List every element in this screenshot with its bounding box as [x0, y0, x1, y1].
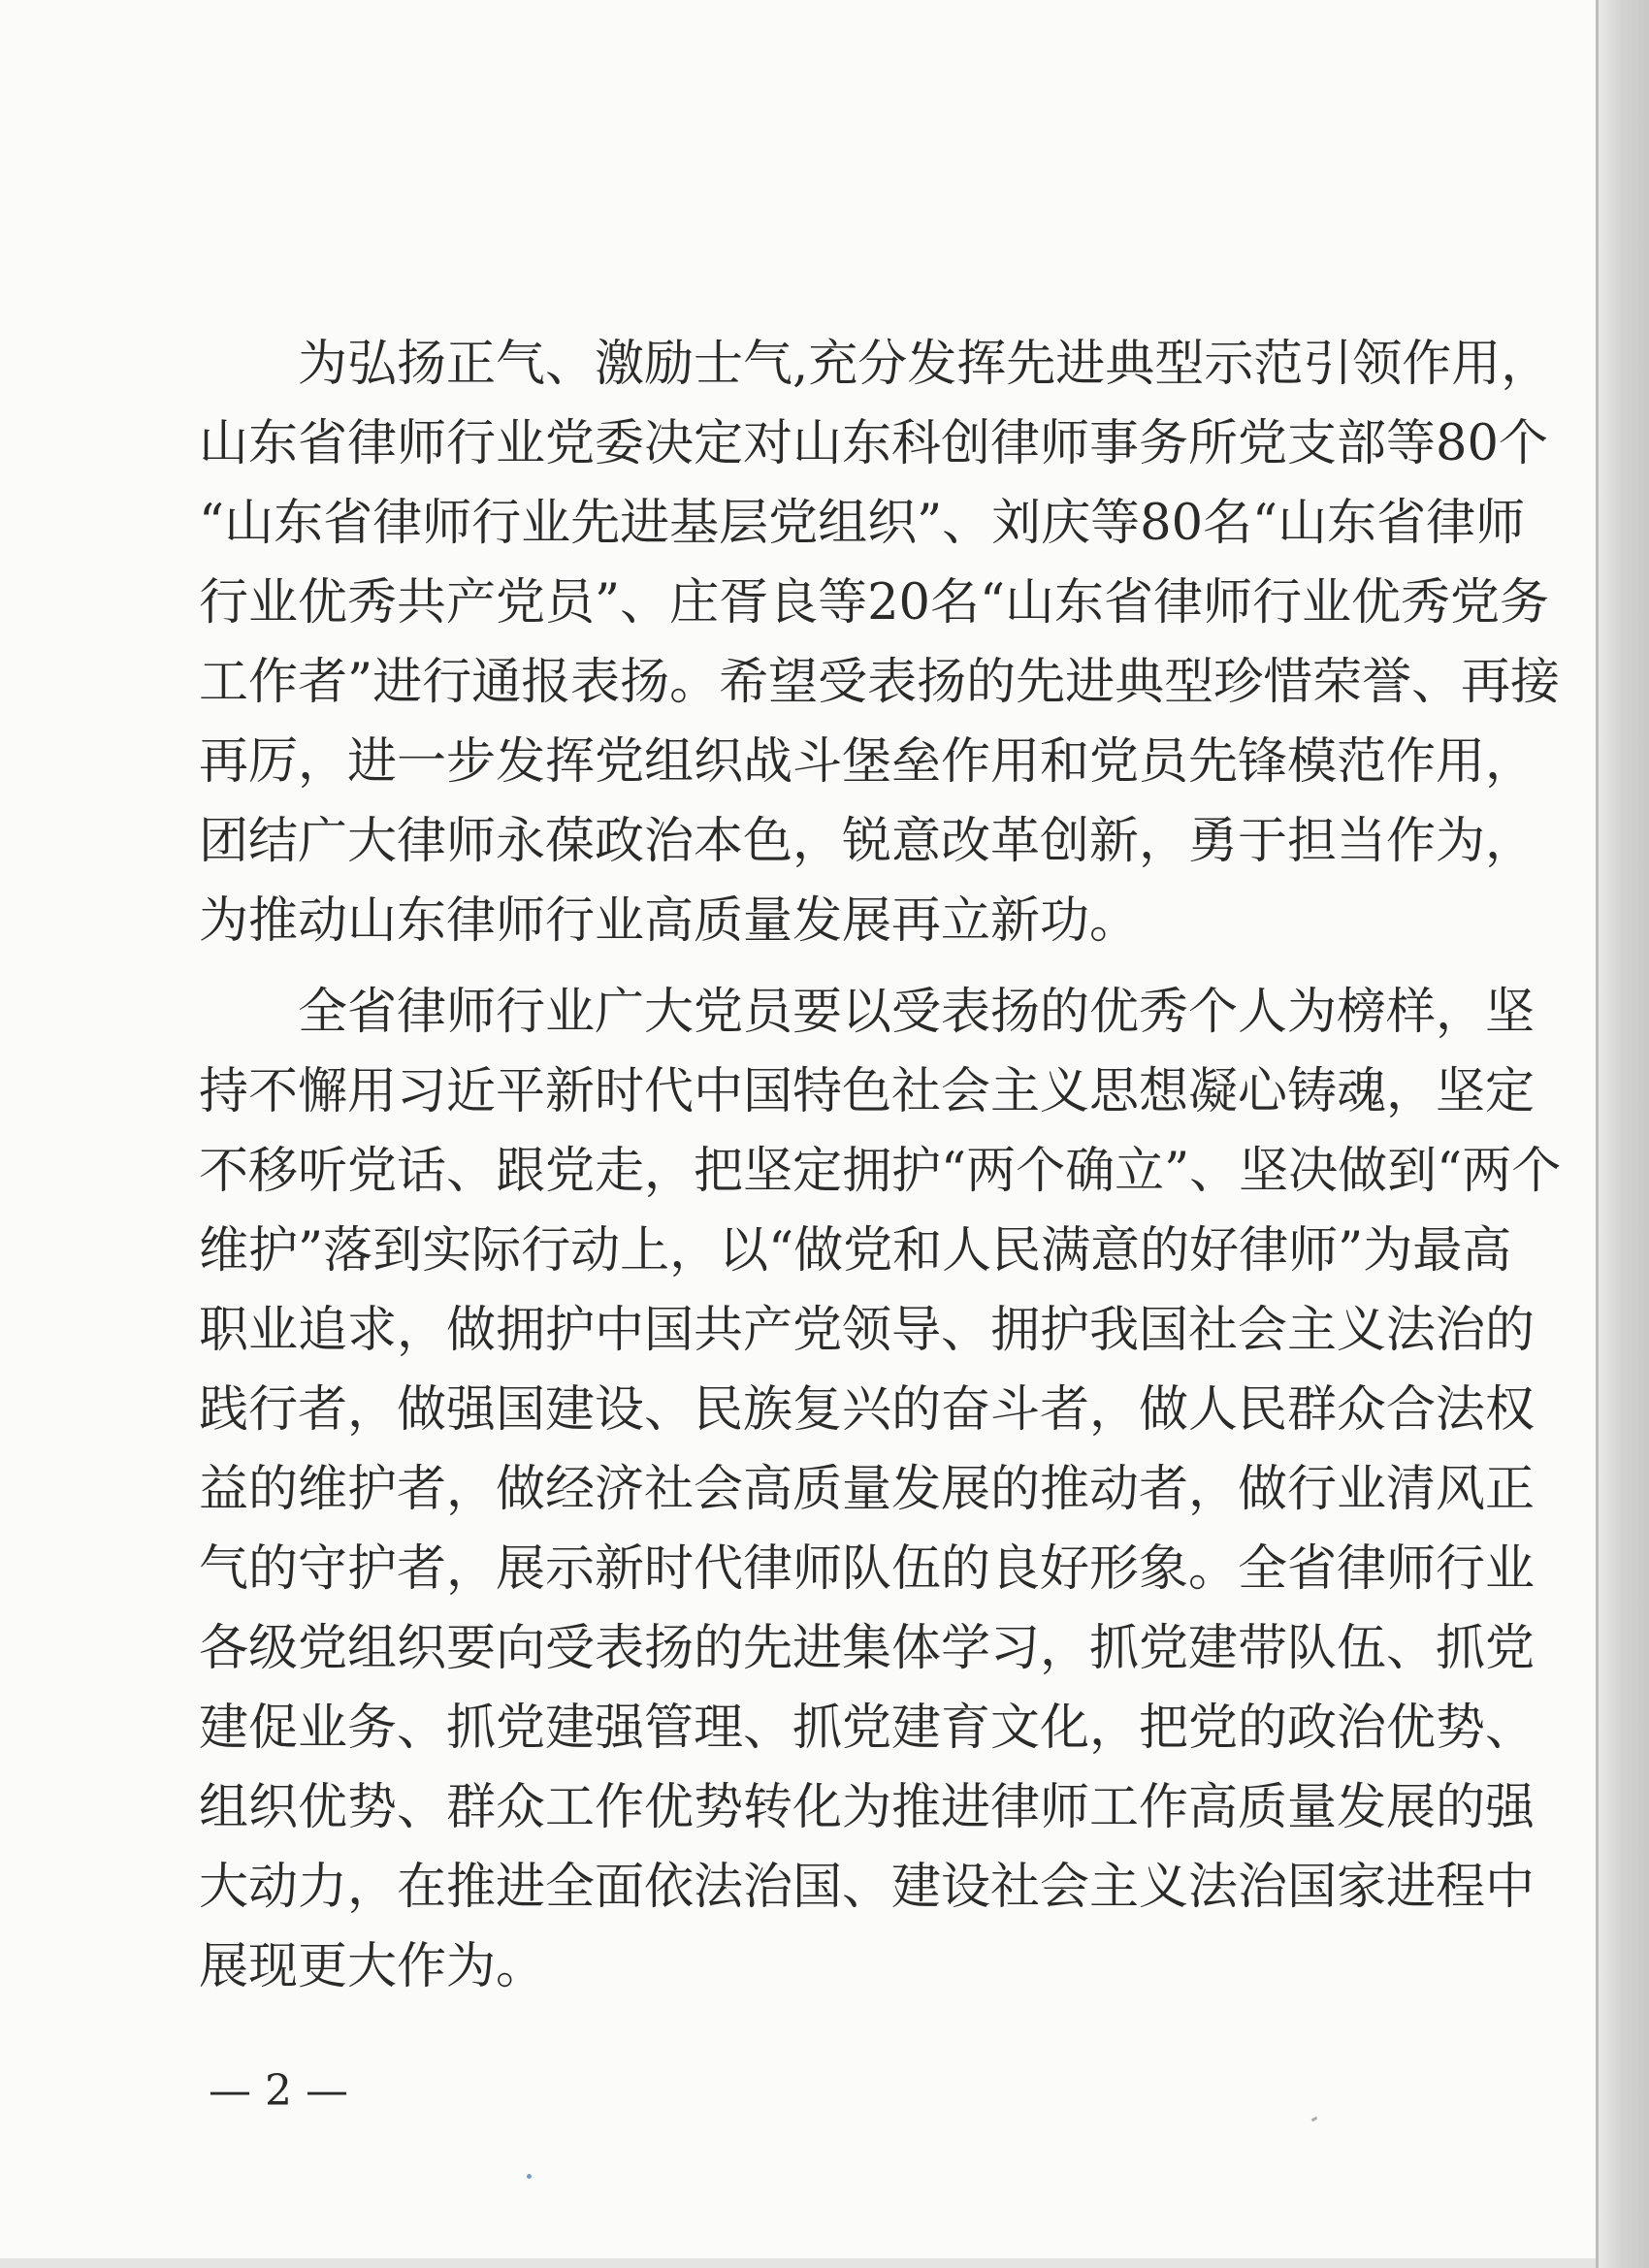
scan-speck: [1311, 2117, 1318, 2122]
paragraph-line: “山东省律师行业先进基层党组织”、刘庆等80名“山东省律师: [199, 495, 1526, 552]
page-edge-shadow: [1599, 0, 1649, 2268]
page-bottom-shade: [0, 2258, 1596, 2268]
paragraph-line: 为弘扬正气、激励士气,充分发挥先进典型示范引领作用，: [298, 336, 1551, 393]
page-number: — 2 —: [209, 2066, 348, 2116]
scan-speck: [527, 2174, 532, 2179]
paragraph-line: 组织优势、群众工作优势转化为推进律师工作高质量发展的强: [199, 1779, 1536, 1836]
paragraph-line: 全省律师行业广大党员要以受表扬的优秀个人为榜样，坚: [298, 984, 1536, 1041]
paragraph-line: 工作者”进行通报表扬。希望受表扬的先进典型珍惜荣誉、再接: [199, 654, 1561, 711]
paragraph-1: [199, 325, 1561, 961]
paragraph-line: 持不懈用习近平新时代中国特色社会主义思想凝心铸魂，坚定: [199, 1063, 1536, 1120]
paragraph-line: 为推动山东律师行业高质量发展再立新功。: [199, 892, 1140, 950]
paragraph-line: 不移听党话、跟党走，把坚定拥护“两个确立”、坚决做到“两个: [199, 1143, 1562, 1200]
paragraph-line: 践行者，做强国建设、民族复兴的奋斗者，做人民群众合法权: [199, 1381, 1536, 1439]
paragraph-2: [199, 973, 1562, 2007]
paragraph-line: 再厉，进一步发挥党组织战斗堡垒作用和党员先锋模范作用，: [199, 733, 1536, 791]
paragraph-line: 益的维护者，做经济社会高质量发展的推动者，做行业清风正: [199, 1461, 1536, 1518]
paragraph-line: 建促业务、抓党建强管理、抓党建育文化，把党的政治优势、: [199, 1700, 1536, 1757]
paragraph-line: 行业优秀共产党员”、庄胥良等20名“山东省律师行业优秀党务: [199, 574, 1550, 632]
paragraph-line: 职业追求，做拥护中国共产党领导、拥护我国社会主义法治的: [199, 1302, 1536, 1359]
paragraph-line: 气的守护者，展示新时代律师队伍的良好形象。全省律师行业: [199, 1540, 1536, 1598]
paragraph-line: 展现更大作为。: [199, 1938, 546, 1995]
paragraph-line: 各级党组织要向受表扬的先进集体学习，抓党建带队伍、抓党: [199, 1620, 1536, 1677]
paragraph-line: 维护”落到实际行动上，以“做党和人民满意的好律师”为最高: [199, 1222, 1512, 1280]
document-body: [199, 325, 1562, 2007]
paragraph-line: 山东省律师行业党委决定对山东科创律师事务所党支部等80个: [199, 415, 1548, 472]
paragraph-line: 大动力，在推进全面依法治国、建设社会主义法治国家进程中: [199, 1859, 1536, 1916]
paragraph-line: 团结广大律师永葆政治本色，锐意改革创新，勇于担当作为，: [199, 813, 1536, 870]
